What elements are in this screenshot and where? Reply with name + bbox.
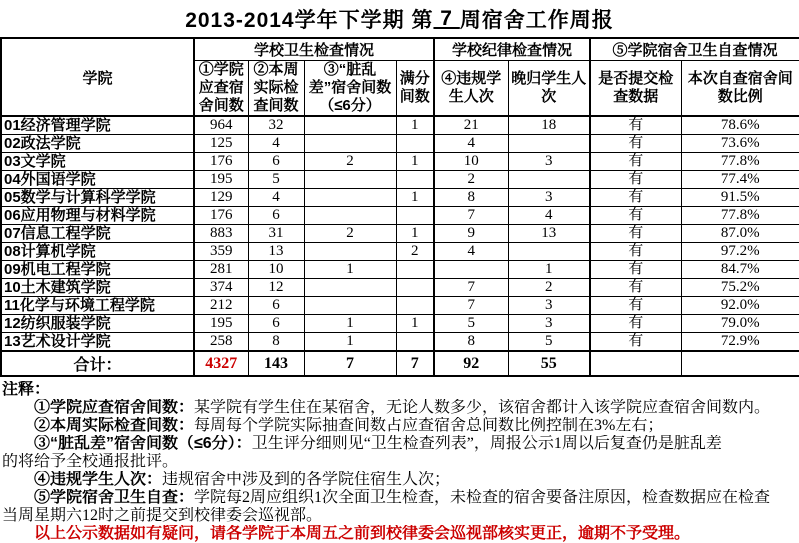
college-name-cell: 08计算机学院 [1, 243, 194, 261]
table-body [1, 116, 799, 351]
violation-count-cell: 9 [434, 225, 508, 243]
late-return-count-cell: 1 [508, 261, 590, 279]
total-ratio-cell [681, 351, 799, 376]
note-text: 学院每2周应组织1次全面卫生检查，未检查的宿舍要备注原因，检查数据应在检查 [194, 489, 771, 506]
note-term: ⑤学院宿舍卫生自查： [34, 489, 195, 506]
total-label-cell: 合计： [1, 351, 194, 376]
total-late-returns-cell: 55 [508, 351, 590, 376]
self-check-ratio-cell: 77.8% [681, 207, 799, 225]
violation-count-cell: 4 [434, 135, 508, 153]
checked-rooms-cell: 6 [248, 207, 304, 225]
violation-count-cell: 2 [434, 171, 508, 189]
submitted-cell: 有 [590, 116, 681, 135]
note-text: 某学院有学生住在某宿舍，无论人数多少，该宿舍都计入该学院应查宿舍间数内。 [194, 399, 771, 416]
clipped-red-line [2, 525, 797, 543]
note-line [2, 381, 797, 399]
column-header-checked-rooms: ②本周实际检查间数 [248, 61, 304, 117]
checked-rooms-cell: 8 [248, 333, 304, 352]
total-checked-rooms-cell: 143 [248, 351, 304, 376]
total-full-score-cell: 7 [396, 351, 434, 376]
self-check-ratio-cell: 77.8% [681, 153, 799, 171]
note-text: 的将给予全校通报批评。 [2, 453, 179, 470]
dirty-rooms-cell: 1 [304, 261, 396, 279]
table-row [1, 153, 799, 171]
group-header-self-check: ⑤学院宿舍卫生自查情况 [590, 38, 799, 61]
dirty-rooms-cell: 1 [304, 333, 396, 352]
due-rooms-cell: 195 [194, 171, 248, 189]
due-rooms-cell: 176 [194, 207, 248, 225]
violation-count-cell: 5 [434, 315, 508, 333]
note-line [2, 435, 797, 453]
group-header-discipline: 学校纪律检查情况 [434, 38, 590, 61]
column-header-late-returns: 晚归学生人次 [508, 61, 590, 117]
submitted-cell: 有 [590, 261, 681, 279]
full-score-rooms-cell: 1 [396, 315, 434, 333]
note-text: 当周星期六12时之前提交到校律委会巡视部。 [2, 507, 323, 524]
full-score-rooms-cell [396, 297, 434, 315]
full-score-rooms-cell [396, 333, 434, 352]
self-check-ratio-cell: 77.4% [681, 171, 799, 189]
due-rooms-cell: 883 [194, 225, 248, 243]
column-header-submitted: 是否提交检查数据 [590, 61, 681, 117]
column-header-ratio: 本次自查宿舍间数比例 [681, 61, 799, 117]
college-name-cell: 11化学与环境工程学院 [1, 297, 194, 315]
college-name-cell: 05数学与计算科学学院 [1, 189, 194, 207]
college-name-cell: 01经济管理学院 [1, 116, 194, 135]
note-line [2, 489, 797, 507]
dirty-rooms-cell [304, 207, 396, 225]
college-name-cell: 04外国语学院 [1, 171, 194, 189]
dirty-rooms-cell: 2 [304, 153, 396, 171]
checked-rooms-cell: 6 [248, 153, 304, 171]
self-check-ratio-cell: 92.0% [681, 297, 799, 315]
checked-rooms-cell: 31 [248, 225, 304, 243]
table-row [1, 189, 799, 207]
full-score-rooms-cell: 1 [396, 116, 434, 135]
full-score-rooms-cell: 1 [396, 225, 434, 243]
total-violations-cell: 92 [434, 351, 508, 376]
full-score-rooms-cell [396, 171, 434, 189]
dirty-rooms-cell [304, 189, 396, 207]
due-rooms-cell: 195 [194, 315, 248, 333]
late-return-count-cell: 3 [508, 153, 590, 171]
late-return-count-cell: 3 [508, 189, 590, 207]
late-return-count-cell [508, 171, 590, 189]
checked-rooms-cell: 4 [248, 135, 304, 153]
violation-count-cell: 7 [434, 207, 508, 225]
self-check-ratio-cell: 75.2% [681, 279, 799, 297]
page-title [0, 0, 799, 37]
full-score-rooms-cell [396, 279, 434, 297]
late-return-count-cell: 13 [508, 225, 590, 243]
due-rooms-cell: 359 [194, 243, 248, 261]
late-return-count-cell: 3 [508, 297, 590, 315]
due-rooms-cell: 212 [194, 297, 248, 315]
submitted-cell: 有 [590, 243, 681, 261]
dirty-rooms-cell [304, 135, 396, 153]
dirty-rooms-cell: 2 [304, 225, 396, 243]
dirty-rooms-cell [304, 243, 396, 261]
table-row [1, 135, 799, 153]
note-term: ②本周实际检查间数： [34, 417, 195, 434]
full-score-rooms-cell [396, 207, 434, 225]
due-rooms-cell: 176 [194, 153, 248, 171]
dirty-rooms-cell [304, 297, 396, 315]
college-name-cell: 07信息工程学院 [1, 225, 194, 243]
late-return-count-cell: 2 [508, 279, 590, 297]
note-term: 注释： [2, 381, 51, 398]
self-check-ratio-cell: 73.6% [681, 135, 799, 153]
checked-rooms-cell: 32 [248, 116, 304, 135]
note-line [2, 399, 797, 417]
note-line [2, 507, 797, 525]
college-name-cell: 09机电工程学院 [1, 261, 194, 279]
self-check-ratio-cell: 87.0% [681, 225, 799, 243]
violation-count-cell: 8 [434, 189, 508, 207]
table-row [1, 171, 799, 189]
submitted-cell: 有 [590, 171, 681, 189]
checked-rooms-cell: 6 [248, 297, 304, 315]
submitted-cell: 有 [590, 153, 681, 171]
note-term: ③“脏乱差”宿舍间数（≤6分）： [34, 435, 252, 452]
violation-count-cell: 10 [434, 153, 508, 171]
full-score-rooms-cell: 1 [396, 153, 434, 171]
title-suffix: 周宿舍工作周报 [459, 8, 614, 32]
full-score-rooms-cell [396, 261, 434, 279]
table-row [1, 243, 799, 261]
self-check-ratio-cell: 78.6% [681, 116, 799, 135]
checked-rooms-cell: 13 [248, 243, 304, 261]
violation-count-cell: 21 [434, 116, 508, 135]
total-submitted-cell [590, 351, 681, 376]
checked-rooms-cell: 5 [248, 171, 304, 189]
table-row [1, 279, 799, 297]
college-column-header: 学院 [1, 38, 194, 116]
full-score-rooms-cell [396, 135, 434, 153]
total-row [1, 351, 799, 376]
note-text: 以上公示数据如有疑问，请各学院于本周五之前到校律委会巡视部核实更正，逾期不予受理。 [34, 525, 691, 542]
self-check-ratio-cell: 79.0% [681, 315, 799, 333]
self-check-ratio-cell: 72.9% [681, 333, 799, 352]
group-header-hygiene: 学校卫生检查情况 [194, 38, 434, 61]
table-row [1, 261, 799, 279]
submitted-cell: 有 [590, 189, 681, 207]
late-return-count-cell: 5 [508, 333, 590, 352]
note-term: ①学院应查宿舍间数： [34, 399, 195, 416]
college-name-cell: 12纺织服装学院 [1, 315, 194, 333]
violation-count-cell: 7 [434, 279, 508, 297]
submitted-cell: 有 [590, 315, 681, 333]
dirty-rooms-cell [304, 279, 396, 297]
self-check-ratio-cell: 84.7% [681, 261, 799, 279]
checked-rooms-cell: 10 [248, 261, 304, 279]
college-name-cell: 02政法学院 [1, 135, 194, 153]
violation-count-cell [434, 261, 508, 279]
due-rooms-cell: 125 [194, 135, 248, 153]
self-check-ratio-cell: 97.2% [681, 243, 799, 261]
note-line [2, 453, 797, 471]
note-line [2, 471, 797, 489]
dirty-rooms-cell: 1 [304, 315, 396, 333]
submitted-cell: 有 [590, 279, 681, 297]
checked-rooms-cell: 4 [248, 189, 304, 207]
title-week-number: 7 [433, 6, 460, 30]
late-return-count-cell: 3 [508, 315, 590, 333]
dirty-rooms-cell [304, 171, 396, 189]
due-rooms-cell: 964 [194, 116, 248, 135]
dirty-rooms-cell [304, 116, 396, 135]
full-score-rooms-cell: 2 [396, 243, 434, 261]
table-row [1, 225, 799, 243]
note-text: 违规宿舍中涉及到的各学院住宿生人次； [162, 471, 451, 488]
college-name-cell: 10土木建筑学院 [1, 279, 194, 297]
submitted-cell: 有 [590, 225, 681, 243]
violation-count-cell: 7 [434, 297, 508, 315]
checked-rooms-cell: 6 [248, 315, 304, 333]
table-row [1, 333, 799, 352]
total-due-rooms-cell: 4327 [194, 351, 248, 376]
table-row [1, 116, 799, 135]
submitted-cell: 有 [590, 333, 681, 352]
submitted-cell: 有 [590, 207, 681, 225]
college-name-cell: 03文学院 [1, 153, 194, 171]
checked-rooms-cell: 12 [248, 279, 304, 297]
late-return-count-cell [508, 135, 590, 153]
total-dirty-rooms-cell: 7 [304, 351, 396, 376]
submitted-cell: 有 [590, 135, 681, 153]
late-return-count-cell: 18 [508, 116, 590, 135]
column-header-full-score: 满分间数 [396, 61, 434, 117]
due-rooms-cell: 281 [194, 261, 248, 279]
self-check-ratio-cell: 91.5% [681, 189, 799, 207]
submitted-cell: 有 [590, 297, 681, 315]
late-return-count-cell: 4 [508, 207, 590, 225]
title-prefix: 2013-2014学年下学期 第 [185, 8, 434, 32]
due-rooms-cell: 258 [194, 333, 248, 352]
college-name-cell: 06应用物理与材料学院 [1, 207, 194, 225]
column-header-violations: ④违规学生人次 [434, 61, 508, 117]
group-header-row [1, 38, 799, 61]
table-row [1, 315, 799, 333]
late-return-count-cell [508, 243, 590, 261]
note-text: 卫生评分细则见“卫生检查列表”，周报公示1周以后复查仍是脏乱差 [251, 435, 722, 452]
full-score-rooms-cell: 1 [396, 189, 434, 207]
table-row [1, 297, 799, 315]
note-term: ④违规学生人次： [34, 471, 163, 488]
college-name-cell: 13艺术设计学院 [1, 333, 194, 352]
violation-count-cell: 4 [434, 243, 508, 261]
due-rooms-cell: 374 [194, 279, 248, 297]
notes-section [0, 377, 799, 543]
note-text: 每周每个学院实际抽查间数占应查宿舍总间数比例控制在3%左右； [194, 417, 664, 434]
violation-count-cell: 8 [434, 333, 508, 352]
column-header-dirty-rooms: ③“脏乱差”宿舍间数（≤6分） [304, 61, 396, 117]
due-rooms-cell: 129 [194, 189, 248, 207]
report-table [0, 37, 799, 377]
column-header-due-rooms: ①学院应查宿舍间数 [194, 61, 248, 117]
note-line [2, 417, 797, 435]
table-row [1, 207, 799, 225]
